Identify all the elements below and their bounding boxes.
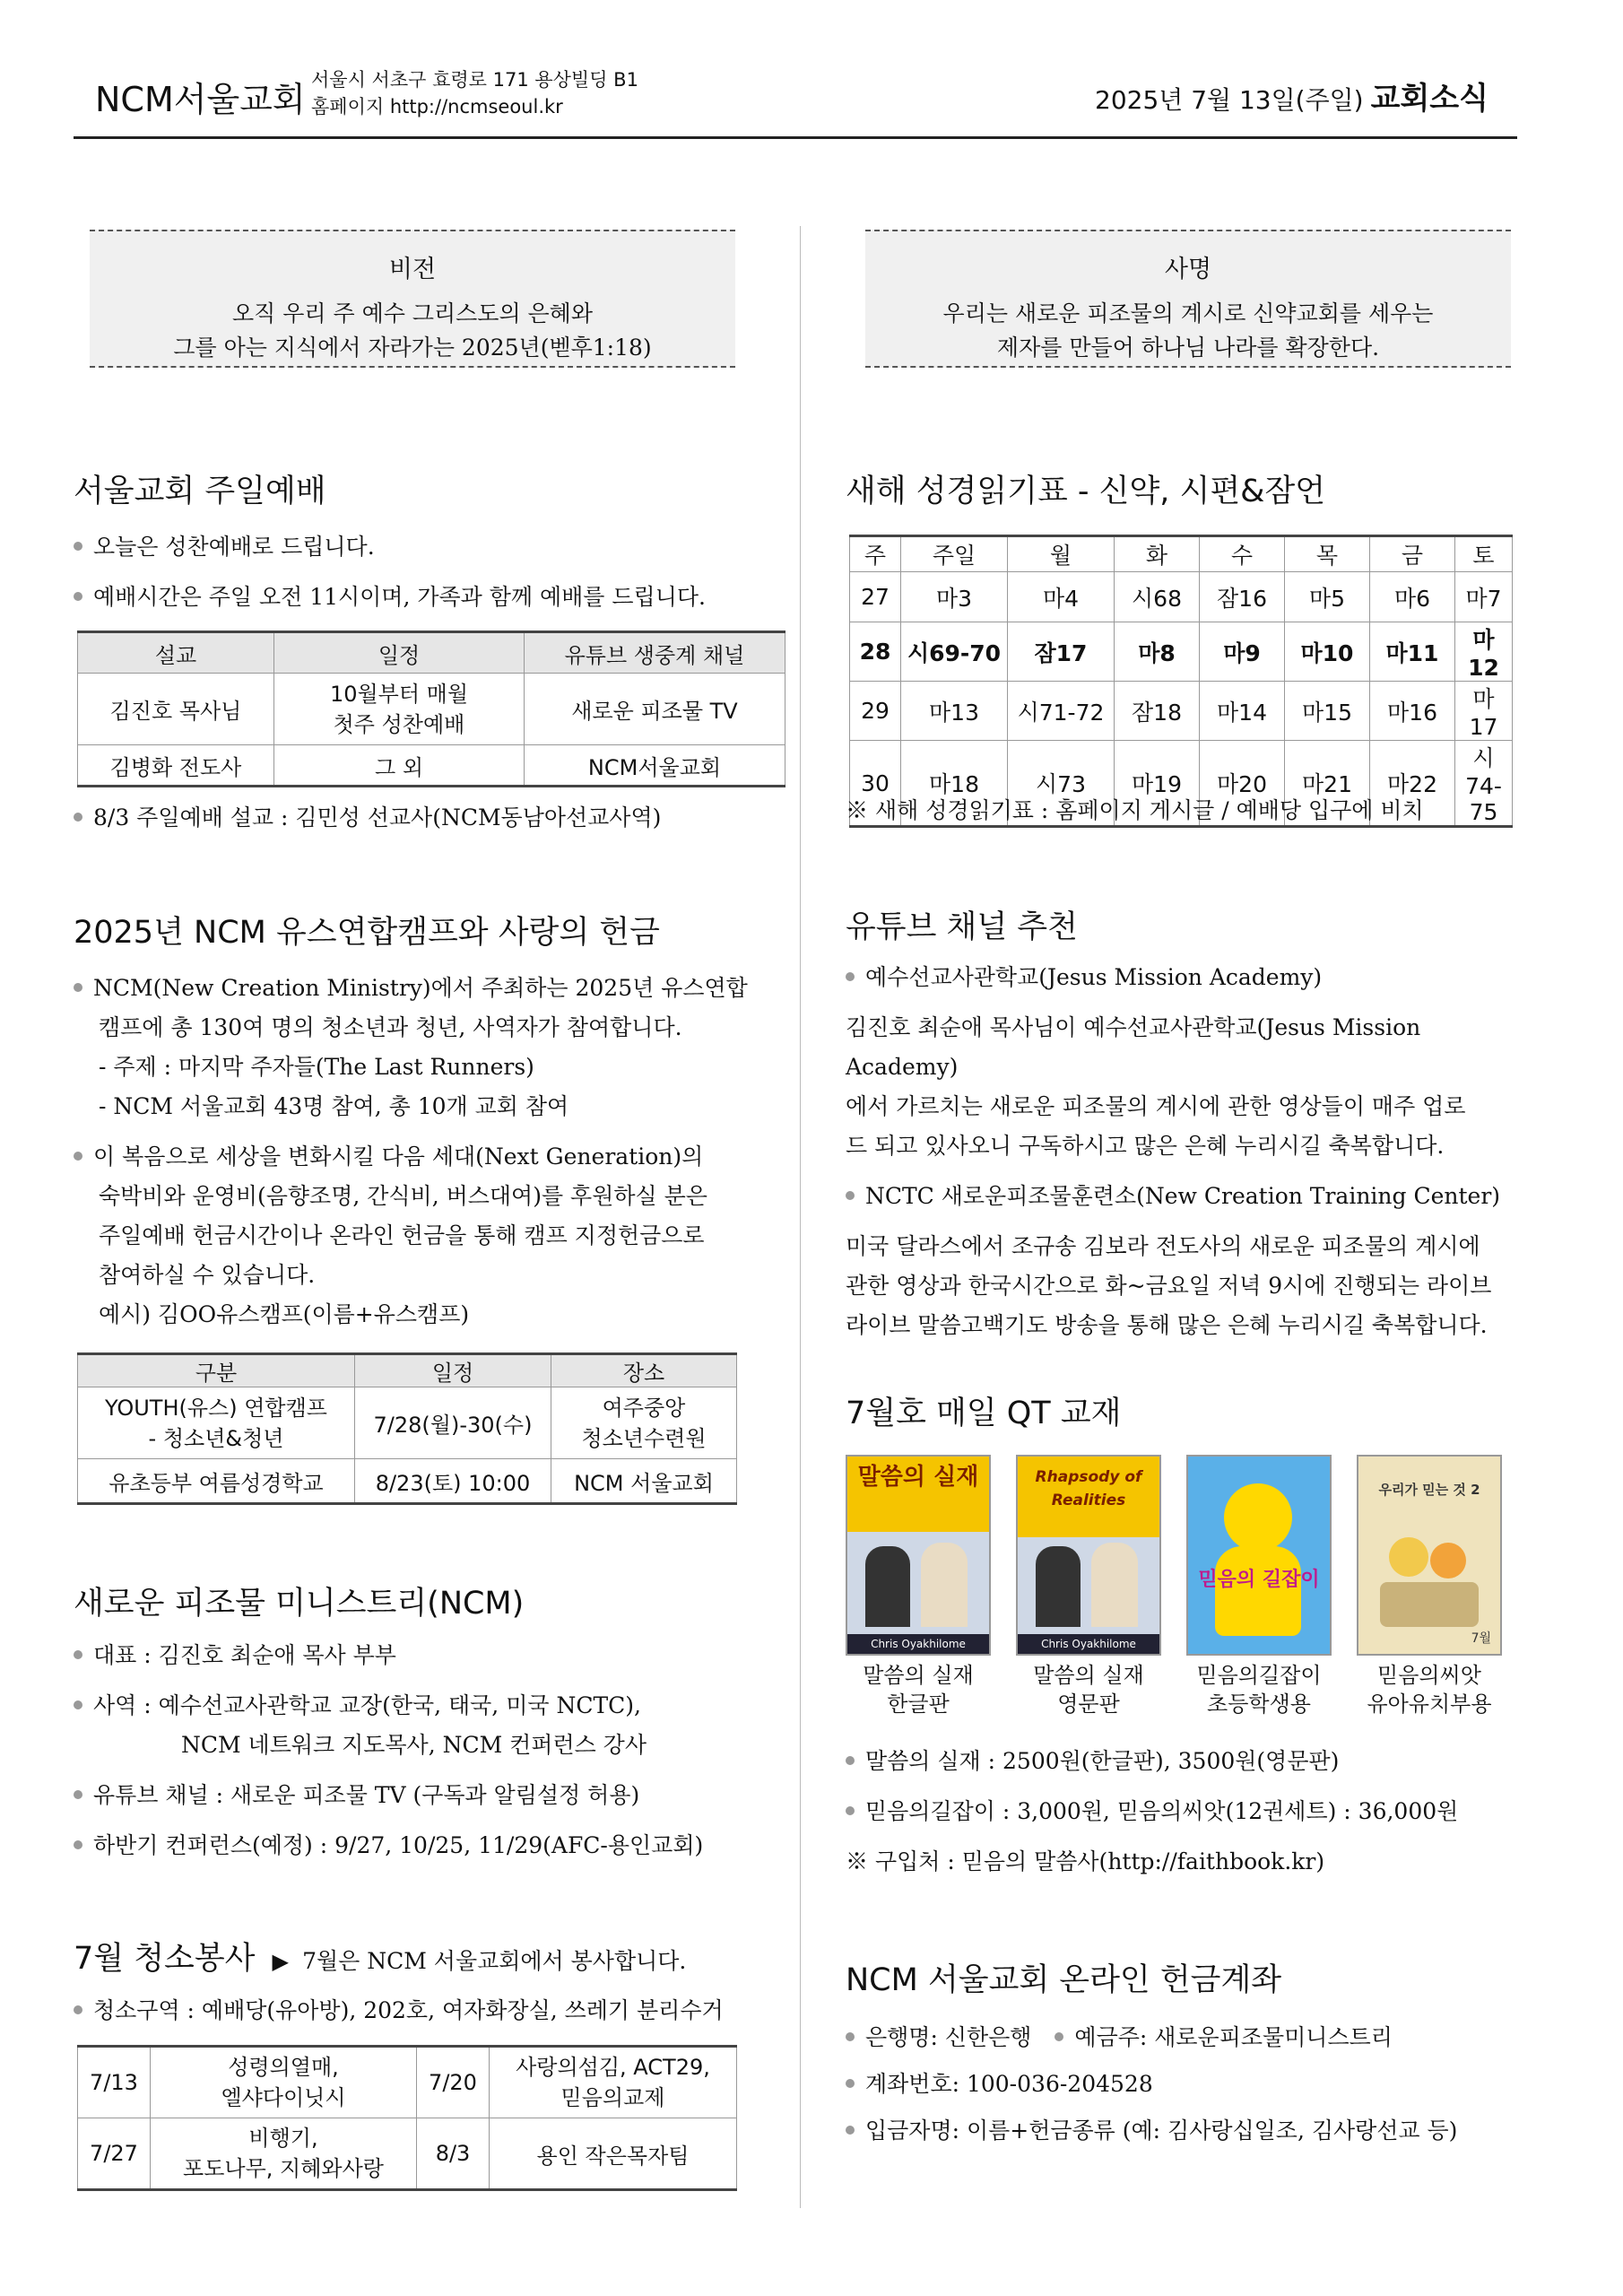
table-cell: 마3: [901, 572, 1008, 622]
bullet-text: 오늘은 성찬예배로 드립니다.: [93, 534, 375, 560]
bulletin-header: [74, 63, 1517, 139]
bullet-text: NCM(New Creation Ministry)에서 주최하는 2025년 유스연합: [93, 975, 748, 1001]
cover-title: 말씀의 실재: [847, 1457, 989, 1532]
table-header: 화: [1115, 536, 1200, 572]
table-row: [850, 572, 1513, 622]
paragraph-line: 숙박비와 운영비(음향조명, 간식비, 버스대여)를 후원하실 분은: [99, 1183, 707, 1209]
paragraph-line: 캠프에 총 130여 명의 청소년과 청년, 사역자가 참여합니다.: [99, 1014, 682, 1040]
book-cover-image: [1357, 1455, 1502, 1656]
paragraph-line: 주일예배 헌금시간이나 온라인 헌금을 통해 캠프 지정헌금으로: [99, 1222, 705, 1248]
cover-title: Rhapsody of Realities: [1018, 1457, 1159, 1537]
table-cell: 사랑의섬김, ACT29, 믿음의교제: [490, 2047, 737, 2118]
table-row: [78, 674, 785, 745]
bullet-text: 대표 : 김진호 최순애 목사 부부: [93, 1642, 396, 1668]
table-cell: 마17: [1455, 682, 1513, 741]
ministry-bullets: [74, 1636, 703, 1866]
bullet-icon: [74, 813, 82, 822]
bullet-icon: [74, 1790, 82, 1799]
address-line: 서울시 서초구 효령로 171 용상빌딩 B1: [311, 69, 638, 91]
bullet-item: [74, 527, 706, 567]
bullet-icon: [74, 983, 82, 992]
cover-figure: [1389, 1537, 1428, 1577]
book-cover-image: [846, 1455, 991, 1656]
caption-line: 믿음의씨앗: [1377, 1663, 1481, 1688]
bullet-text: 믿음의길잡이 : 3,000원, 믿음의씨앗(12권세트) : 36,000원: [865, 1798, 1459, 1824]
table-header: 월: [1008, 536, 1115, 572]
bullet-icon: [846, 2079, 855, 2088]
church-address: [311, 66, 638, 120]
bank-name: 은행명: 신한은행: [865, 2024, 1032, 2050]
table-row: [850, 682, 1513, 741]
book-caption: [1357, 1661, 1502, 1718]
bullet-item: [846, 1742, 1458, 1781]
caption-line: 말씀의 실재: [1033, 1663, 1144, 1688]
bullet-item: [846, 2018, 1457, 2057]
table-cell: 7/28(월)-30(수): [355, 1387, 551, 1459]
table-row: [78, 2118, 737, 2190]
table-cell: 시74-75: [1455, 741, 1513, 827]
bullet-item: [74, 969, 748, 1008]
table-cell: 마6: [1370, 572, 1455, 622]
bullet-text: 말씀의 실재 : 2500원(한글판), 3500원(영문판): [865, 1748, 1340, 1774]
mission-line: 우리는 새로운 피조물의 계시로 신약교회를 세우는: [942, 300, 1434, 326]
table-cell: 마12: [1455, 622, 1513, 682]
caption-line: 말씀의 실재: [863, 1663, 974, 1688]
table-cell: 마8: [1115, 622, 1200, 682]
paragraph-line: 미국 달라스에서 조규송 김보라 전도사의 새로운 피조물의 계시에: [846, 1233, 1480, 1259]
bullet-item: [74, 1826, 703, 1866]
table-cell: 성령의열매, 엘샤다이닛시: [151, 2047, 417, 2118]
table-cell: 유초등부 여름성경학교: [78, 1459, 355, 1504]
bullet-icon: [74, 1700, 82, 1709]
table-cell: 7/27: [78, 2118, 151, 2190]
cover-author: Chris Oyakhilome: [1018, 1634, 1159, 1654]
qt-purchase-note: ※ 구입처 : 믿음의 말씀사(http://faithbook.kr): [846, 1848, 1325, 1874]
table-cell: 마9: [1200, 622, 1285, 682]
table-row: [78, 1387, 737, 1459]
bullet-icon: [846, 2032, 855, 2041]
bulletin-title: 교회소식: [1370, 81, 1488, 117]
qt-book-korean: [846, 1455, 991, 1718]
cleaning-heading: [74, 1934, 686, 1979]
account-holder: 예금주: 새로운피조물미니스트리: [1074, 2024, 1393, 2050]
book-cover-image: [1016, 1455, 1161, 1656]
cover-figure: [1036, 1546, 1081, 1627]
table-cell: 7/13: [78, 2047, 151, 2118]
worship-table: [77, 631, 785, 787]
table-cell: 마16: [1370, 682, 1455, 741]
paragraph-line: 라이브 말씀고백기도 방송을 통해 많은 은혜 누리시길 축복합니다.: [846, 1312, 1488, 1338]
table-cell: 시71-72: [1008, 682, 1115, 741]
cover-title: 믿음의 길잡이: [1198, 1569, 1320, 1591]
table-cell: 여주중앙 청소년수련원: [551, 1387, 737, 1459]
vision-box: [90, 230, 735, 368]
youtube-title: 유튜브 채널 추천: [846, 909, 1078, 945]
book-caption: [1016, 1661, 1161, 1718]
vision-line: 그를 아는 지식에서 자라가는 2025년(벧후1:18): [173, 335, 652, 361]
table-cell: 마7: [1455, 572, 1513, 622]
camp-table: [77, 1352, 737, 1505]
cover-figure: [921, 1543, 968, 1627]
table-cell: YOUTH(유스) 연합캠프 - 청소년&청년: [78, 1387, 355, 1459]
reading-title: 새해 성경읽기표 - 신약, 시편&잠언: [846, 474, 1326, 509]
mission-text: [865, 297, 1511, 365]
table-cell: 8/3: [417, 2118, 490, 2190]
table-cell: 마20: [1200, 741, 1285, 827]
table-row: [78, 2047, 737, 2118]
table-header: 목: [1285, 536, 1370, 572]
table-header: 장소: [551, 1354, 737, 1387]
table-cell: 마4: [1008, 572, 1115, 622]
caption-line: 믿음의길잡이: [1196, 1663, 1322, 1688]
reading-note: ※ 새해 성경읽기표 : 홈페이지 게시글 / 예배당 입구에 비치: [846, 797, 1424, 823]
qt-book-children: [1186, 1455, 1332, 1718]
bullet-text: 예수선교사관학교(Jesus Mission Academy): [865, 964, 1323, 990]
table-header: 일정: [355, 1354, 551, 1387]
paragraph-line: 에서 가르치는 새로운 피조물의 계시에 관한 영상들이 매주 업로: [846, 1093, 1466, 1119]
table-cell: 27: [850, 572, 901, 622]
table-header: 설교: [78, 632, 274, 674]
table-header: 주: [850, 536, 901, 572]
bullet-icon: [74, 2005, 82, 2014]
table-header: 금: [1370, 536, 1455, 572]
bullet-item: [846, 1177, 1527, 1216]
table-cell: 김병화 전도사: [78, 745, 274, 787]
table-cell: 김진호 목사님: [78, 674, 274, 745]
bullet-item: [74, 578, 706, 617]
account-number: 계좌번호: 100-036-204528: [865, 2071, 1153, 2097]
vision-line: 오직 우리 주 예수 그리스도의 은혜와: [232, 300, 593, 326]
bullet-item: [74, 1686, 703, 1726]
bullet-text: 사역 : 예수선교사관학교 교장(한국, 태국, 미국 NCTC),: [93, 1692, 641, 1718]
mission-title: 사명: [1164, 256, 1212, 283]
bullet-text: 하반기 컨퍼런스(예정) : 9/27, 10/25, 11/29(AFC-용인교회): [93, 1832, 704, 1858]
caption-line: 초등학생용: [1207, 1692, 1311, 1717]
cover-month: 7월: [1471, 1631, 1491, 1646]
table-cell: 마14: [1200, 682, 1285, 741]
cleaning-title: 7월 청소봉사: [74, 1941, 256, 1977]
table-cell: 마19: [1115, 741, 1200, 827]
reading-table: [849, 535, 1513, 828]
table-cell: NCM 서울교회: [551, 1459, 737, 1504]
table-cell: 마10: [1285, 622, 1370, 682]
table-row-current: [850, 622, 1513, 682]
bullet-icon: [74, 1650, 82, 1659]
bullet-icon: [74, 592, 82, 601]
table-cell: 마5: [1285, 572, 1370, 622]
worship-note: [74, 798, 661, 838]
cover-figure: [1224, 1483, 1292, 1552]
bullet-icon: [846, 1756, 855, 1765]
offering-info: [846, 2018, 1457, 2151]
cover-figure: [865, 1546, 910, 1627]
ministry-title: 새로운 피조물 미니스트리(NCM): [74, 1586, 525, 1622]
table-header: 수: [1200, 536, 1285, 572]
table-cell: 비행기, 포도나무, 지혜와사랑: [151, 2118, 417, 2190]
book-caption: [846, 1661, 991, 1718]
cover-author: Chris Oyakhilome: [847, 1634, 989, 1654]
paragraph-line: NCM 네트워크 지도목사, NCM 컨퍼런스 강사: [181, 1732, 647, 1758]
bullet-item: [846, 2065, 1457, 2104]
paragraph-line: 드 되고 있사오니 구독하시고 많은 은혜 누리시길 축복합니다.: [846, 1133, 1445, 1159]
bullet-item: [846, 2111, 1457, 2151]
table-header: 유튜브 생중계 채널: [525, 632, 785, 674]
table-cell: 잠18: [1115, 682, 1200, 741]
worship-title: 서울교회 주일예배: [74, 474, 326, 509]
bullet-icon: [1055, 2032, 1063, 2041]
paragraph-line: 김진호 최순애 목사님이 예수선교사관학교(Jesus Mission Academy): [846, 1014, 1421, 1080]
table-row: [78, 745, 785, 787]
table-cell: 시69-70: [901, 622, 1008, 682]
camp-title: 2025년 NCM 유스연합캠프와 사랑의 헌금: [74, 915, 660, 951]
bullet-icon: [74, 1152, 82, 1161]
bullet-text: NCTC 새로운피조물훈련소(New Creation Training Center): [865, 1183, 1501, 1209]
paragraph-line: 참여하실 수 있습니다.: [99, 1262, 316, 1288]
cleaning-area: [74, 1991, 724, 2031]
vision-title: 비전: [388, 256, 437, 283]
table-cell: 마13: [901, 682, 1008, 741]
camp-theme: - 주제 : 마지막 주자들(The Last Runners): [99, 1054, 534, 1080]
camp-participation: - NCM 서울교회 43명 참여, 총 10개 교회 참여: [99, 1093, 569, 1119]
book-cover-image: [1186, 1455, 1332, 1656]
table-cell: 마22: [1370, 741, 1455, 827]
table-cell: 마15: [1285, 682, 1370, 741]
camp-body: [74, 969, 748, 1335]
homepage-line: 홈페이지 http://ncmseoul.kr: [311, 96, 563, 117]
table-cell: 새로운 피조물 TV: [525, 674, 785, 745]
cover-title: 우리가 믿는 것 2: [1378, 1482, 1480, 1498]
table-cell: 마21: [1285, 741, 1370, 827]
table-cell: 시68: [1115, 572, 1200, 622]
mission-box: [865, 230, 1511, 368]
table-header: 일정: [274, 632, 525, 674]
bullet-text: 예배시간은 주일 오전 11시이며, 가족과 함께 예배를 드립니다.: [93, 584, 706, 610]
paragraph-line: 예시) 김OO유스캠프(이름+유스캠프): [99, 1301, 470, 1327]
table-cell: 29: [850, 682, 901, 741]
table-cell: 30: [850, 741, 901, 827]
table-cell: 7/20: [417, 2047, 490, 2118]
paragraph-line: 관한 영상과 한국시간으로 화~금요일 저녁 9시에 진행되는 라이브: [846, 1273, 1492, 1299]
bullet-icon: [74, 1840, 82, 1849]
bullet-item: [74, 1137, 748, 1177]
cover-figure: [1430, 1543, 1466, 1578]
table-cell: 그 외: [274, 745, 525, 787]
bullet-icon: [846, 2126, 855, 2135]
table-cell: 잠17: [1008, 622, 1115, 682]
bulletin-date: [1095, 74, 1488, 117]
cover-figure: [1380, 1582, 1479, 1627]
bullet-icon: [846, 972, 855, 981]
bullet-text: 이 복음으로 세상을 변화시킬 다음 세대(Next Generation)의: [93, 1144, 704, 1170]
bullet-item: [74, 1636, 703, 1675]
bullet-icon: [74, 542, 82, 551]
bullet-text: 청소구역 : 예배당(유아방), 202호, 여자화장실, 쓰레기 분리수거: [93, 1997, 724, 2023]
bullet-item: [74, 1776, 703, 1815]
qt-prices: [846, 1742, 1458, 1882]
cleaning-note: 7월은 NCM 서울교회에서 봉사합니다.: [302, 1948, 687, 1974]
column-divider: [800, 226, 801, 2208]
offering-title: NCM 서울교회 온라인 헌금계좌: [846, 1962, 1282, 1998]
table-cell: 용인 작은목자팀: [490, 2118, 737, 2190]
table-header: 주일: [901, 536, 1008, 572]
table-header: 토: [1455, 536, 1513, 572]
church-name: NCM서울교회: [95, 80, 306, 119]
qt-book-preschool: [1357, 1455, 1502, 1718]
bullet-item: [846, 1792, 1458, 1831]
date-text: 2025년 7월 13일(주일): [1095, 85, 1364, 115]
qt-books: [846, 1455, 1527, 1718]
table-cell: 28: [850, 622, 901, 682]
bullet-icon: [846, 1806, 855, 1815]
table-header: 구분: [78, 1354, 355, 1387]
caption-line: 유아유치부용: [1367, 1692, 1492, 1717]
cleaning-table: [77, 2045, 737, 2191]
bullet-icon: [846, 1191, 855, 1200]
qt-book-english: [1016, 1455, 1161, 1718]
mission-line: 제자를 만들어 하나님 나라를 확장한다.: [996, 335, 1380, 361]
worship-bullets: [74, 527, 706, 617]
bullet-item: [846, 958, 1527, 997]
qt-title: 7월호 매일 QT 교재: [846, 1396, 1122, 1431]
table-cell: 마11: [1370, 622, 1455, 682]
caption-line: 영문판: [1057, 1692, 1120, 1717]
bullet-text: 8/3 주일예배 설교 : 김민성 선교사(NCM동남아선교사역): [93, 804, 662, 831]
table-cell: 마18: [901, 741, 1008, 827]
book-caption: [1186, 1661, 1332, 1718]
depositor-name-rule: 입금자명: 이름+헌금종류 (예: 김사랑십일조, 김사랑선교 등): [865, 2118, 1458, 2144]
caption-line: 한글판: [887, 1692, 950, 1717]
cover-figure: [1091, 1543, 1138, 1627]
table-cell: 10월부터 매월 첫주 성찬예배: [274, 674, 525, 745]
bullet-text: 유튜브 채널 : 새로운 피조물 TV (구독과 알림설정 허용): [93, 1782, 640, 1808]
table-cell: 8/23(토) 10:00: [355, 1459, 551, 1504]
table-cell: 시73: [1008, 741, 1115, 827]
table-cell: NCM서울교회: [525, 745, 785, 787]
table-row: [78, 1459, 737, 1504]
table-cell: 잠16: [1200, 572, 1285, 622]
vision-text: [90, 297, 735, 365]
youtube-body: [846, 958, 1527, 1345]
arrow-icon: ▶: [272, 1949, 290, 1974]
